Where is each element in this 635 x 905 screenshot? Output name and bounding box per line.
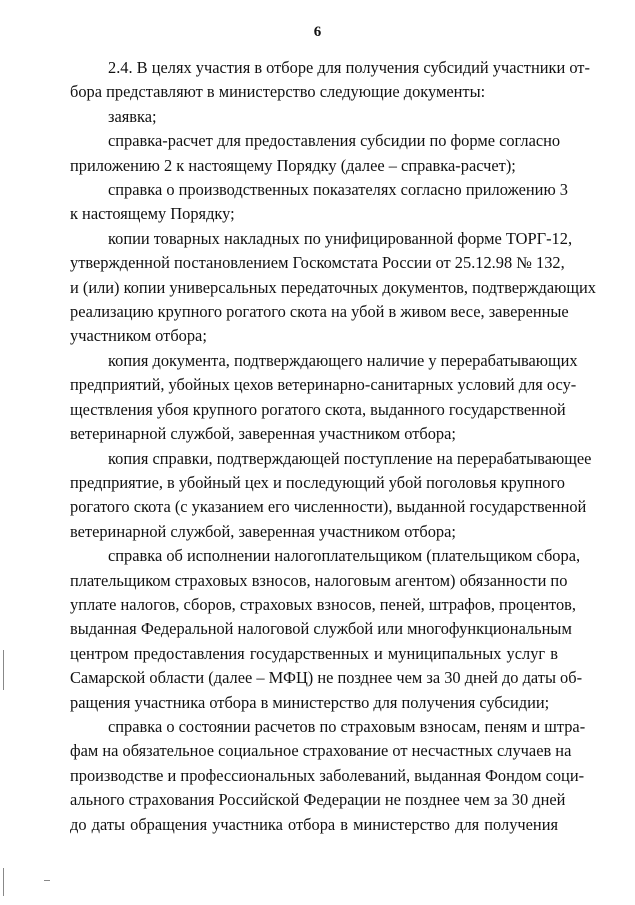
- scan-artifact: [44, 880, 50, 881]
- paragraph-line: рогатого скота (с указанием его численности), выданной государственной: [70, 497, 587, 517]
- paragraph-line: копия справки, подтверждающей поступление на перерабатывающее: [108, 448, 592, 468]
- paragraph: [70, 178, 568, 227]
- paragraph-line: плательщиком страховых взносов, налоговым агентом) обязанности по: [70, 570, 568, 590]
- paragraph-line: Самарской области (далее – МФЦ) не позднее чем за 30 дней до даты об-: [70, 668, 583, 688]
- paragraph-line: справка-расчет для предоставления субсидии по форме согласно: [108, 131, 561, 151]
- paragraph-line: ществления убоя крупного рогатого скота, выданного государственной: [70, 399, 566, 419]
- paragraph-line: копии товарных накладных по унифицированной форме ТОРГ-12,: [108, 228, 573, 248]
- paragraph-line: центром предоставления государственных и муниципальных услуг в: [70, 643, 558, 663]
- paragraph-line: к настоящему Порядку;: [70, 204, 235, 224]
- paragraph: [70, 227, 596, 349]
- paragraph-line: бора представляют в министерство следующие документы:: [70, 82, 486, 102]
- paragraph-line: уплате налогов, сборов, страховых взносов, пеней, штрафов, процентов,: [70, 594, 577, 614]
- paragraph-line: приложению 2 к настоящему Порядку (далее – справка-расчет);: [70, 155, 516, 175]
- paragraph-line: и (или) копии универсальных передаточных документов, подтверждающих: [70, 277, 596, 297]
- paragraph-line: предприятие, в убойный цех и последующий убой поголовья крупного: [70, 472, 565, 492]
- page-number: 6: [313, 24, 322, 40]
- paragraph-line: выданная Федеральной налоговой службой или многофункциональным: [70, 619, 572, 639]
- paragraph-line: ветеринарной службой, заверенная участником отбора;: [70, 424, 456, 444]
- scan-artifact: [3, 650, 4, 690]
- paragraph-line: предприятий, убойных цехов ветеринарно-санитарных условий для осу-: [70, 375, 577, 395]
- paragraph-line: до даты обращения участника отбора в министерство для получения: [70, 814, 558, 834]
- scan-artifact: [3, 868, 4, 896]
- paragraph-line: фам на обязательное социальное страхование от несчастных случаев на: [70, 741, 572, 761]
- paragraph: [70, 129, 561, 178]
- paragraph-line: копия документа, подтверждающего наличие у перерабатывающих: [108, 350, 578, 370]
- paragraph-line: утвержденной постановлением Госкомстата России от 25.12.98 № 132,: [70, 253, 565, 273]
- paragraph: [70, 56, 590, 105]
- paragraph-line: ального страхования Российской Федерации не позднее чем за 30 дней: [70, 790, 566, 810]
- paragraph-line: справка о производственных показателях согласно приложению 3: [108, 180, 568, 200]
- paragraph-line: 2.4. В целях участия в отборе для получения субсидий участники от-: [108, 58, 590, 77]
- document-body: [70, 56, 596, 837]
- paragraph-line: ветеринарной службой, заверенная участником отбора;: [70, 521, 456, 541]
- paragraph: [70, 349, 578, 447]
- paragraph: [70, 544, 583, 715]
- paragraph: [70, 715, 586, 837]
- paragraph: [70, 105, 558, 129]
- paragraph: [70, 447, 592, 545]
- paragraph-line: реализацию крупного рогатого скота на убой в живом весе, заверенные: [70, 302, 569, 322]
- paragraph-line: справка об исполнении налогоплательщиком (плательщиком сбора,: [108, 546, 581, 566]
- paragraph-line: справка о состоянии расчетов по страховым взносам, пеням и штра-: [108, 716, 586, 736]
- paragraph-line: производстве и профессиональных заболеваний, выданная Фондом соци-: [70, 765, 585, 785]
- paragraph-line: ращения участника отбора в министерство для получения субсидии;: [70, 692, 550, 712]
- paragraph-line: участником отбора;: [70, 326, 207, 346]
- paragraph-line: заявка;: [108, 106, 157, 126]
